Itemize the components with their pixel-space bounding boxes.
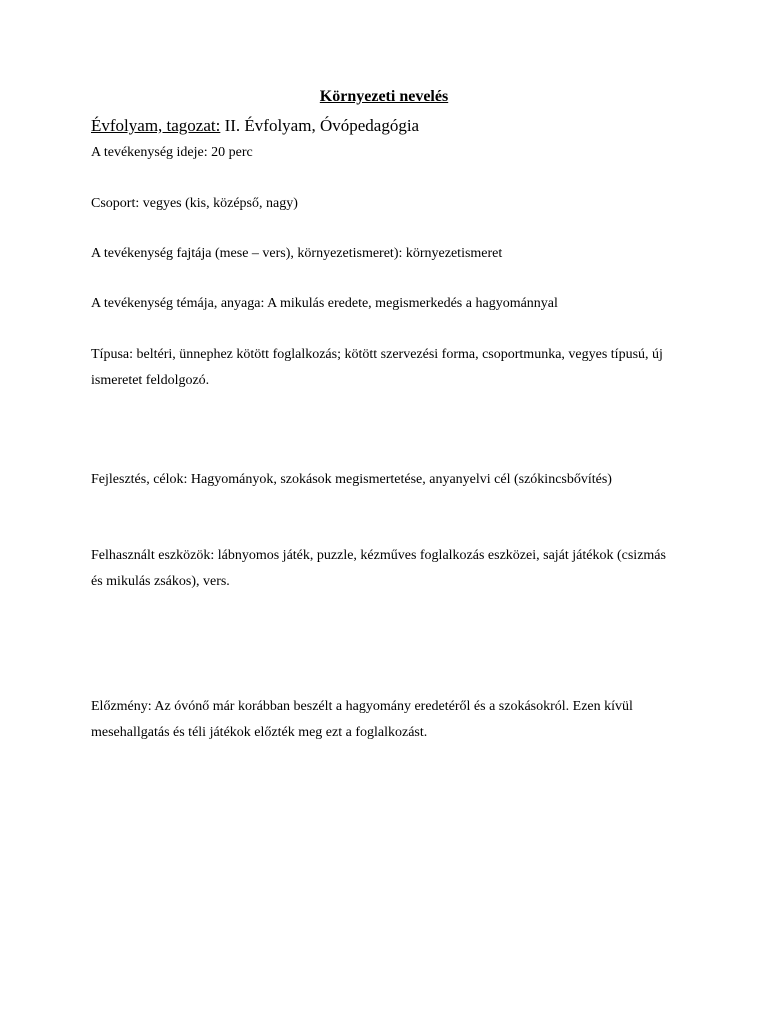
grade-track-line <box>91 114 419 138</box>
group-info: Csoport: vegyes (kis, középső, nagy) <box>91 196 298 211</box>
activity-duration: A tevékenység ideje: 20 perc <box>91 145 253 160</box>
activity-type: A tevékenység fajtája (mese – vers), környezetismeret): környezetismeret <box>91 246 503 261</box>
grade-track-value: II. Évfolyam, Óvópedagógia <box>220 116 420 135</box>
grade-track-label: Évfolyam, tagozat: <box>91 116 221 135</box>
activity-topic: A tevékenység témája, anyaga: A mikulás eredete, megismerkedés a hagyománnyal <box>91 296 558 311</box>
prior-knowledge: Előzmény: Az óvónő már korábban beszélt a hagyomány eredetéről és a szokásokról. Ezen kívül mesehallgatás és téli játékok előzték meg ezt a foglalkozást. <box>91 699 633 740</box>
activity-kind: Típusa: beltéri, ünnephez kötött foglalkozás; kötött szervezési forma, csoportmunka, vegyes típusú, új ismeretet feldolgozó. <box>91 347 663 388</box>
development-goals: Fejlesztés, célok: Hagyományok, szokások megismertetése, anyanyelvi cél (szókincsbővítés) <box>91 472 612 487</box>
document-title: Környezeti nevelés <box>319 88 449 105</box>
tools-used: Felhasznált eszközök: lábnyomos játék, puzzle, kézműves foglalkozás eszközei, saját játékok (csizmás és mikulás zsákos), vers. <box>91 548 666 589</box>
